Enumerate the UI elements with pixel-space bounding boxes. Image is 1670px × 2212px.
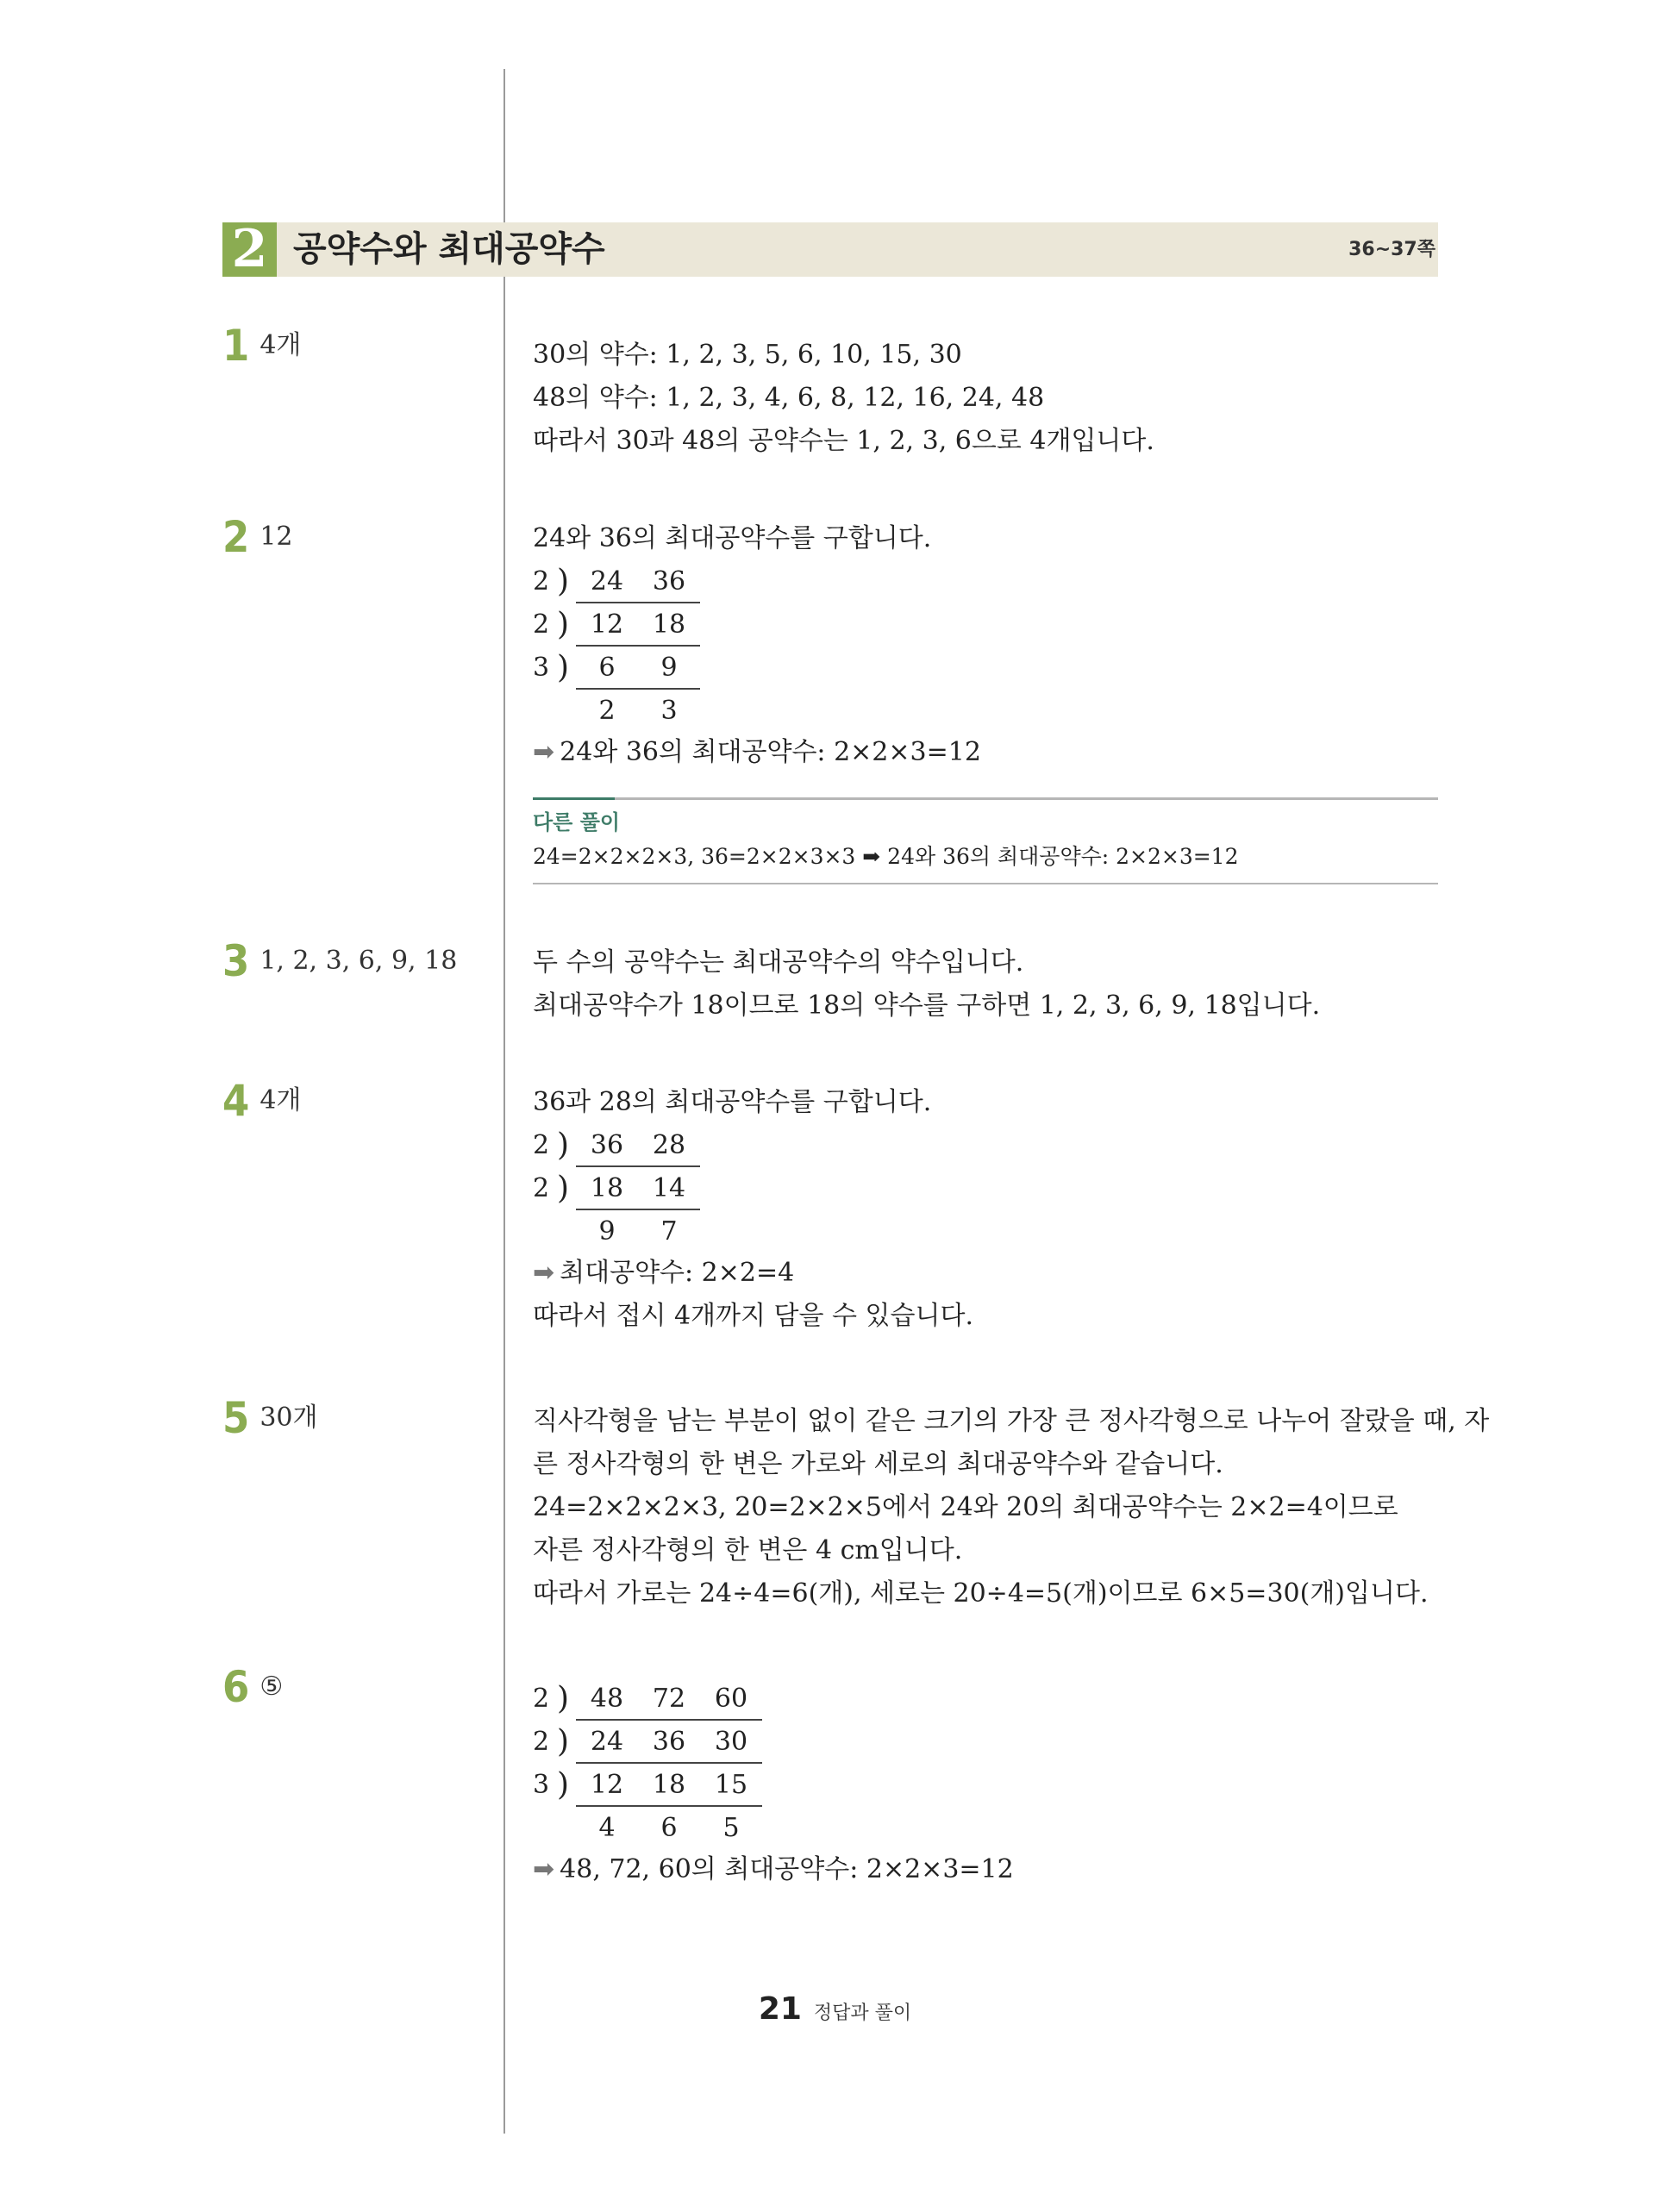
quotient-cell: 48 bbox=[576, 1678, 638, 1720]
quotient-cell: 6 bbox=[576, 646, 638, 689]
problem-number: 2 bbox=[222, 512, 250, 562]
problem-number: 1 bbox=[222, 321, 250, 371]
bracket: ) bbox=[557, 1681, 570, 1716]
divisor: 3 bbox=[533, 1769, 550, 1800]
bracket: ) bbox=[557, 564, 570, 599]
problem-4-solution bbox=[533, 1081, 973, 1338]
quotient-cell: 6 bbox=[660, 1812, 678, 1843]
section-title: 공약수와 최대공약수 bbox=[293, 229, 605, 269]
quotient-cell: 72 bbox=[638, 1678, 700, 1720]
solution-line: 자른 정사각형의 한 변은 4 cm입니다. bbox=[533, 1535, 963, 1565]
problem-5-answer bbox=[222, 1393, 318, 1443]
solution-line: 직사각형을 남는 부분이 없이 같은 크기의 가장 큰 정사각형으로 나누어 잘랐을 때, 자 bbox=[533, 1406, 1490, 1436]
quotient-cell: 36 bbox=[638, 1720, 700, 1763]
quotient-cell: 36 bbox=[638, 560, 700, 603]
quotient-cell: 2 bbox=[598, 695, 616, 726]
solution-line: 두 수의 공약수는 최대공약수의 약수입니다. bbox=[533, 947, 1024, 978]
problem-6-solution bbox=[533, 1678, 1014, 1891]
solution-line: 따라서 접시 4개까지 담을 수 있습니다. bbox=[533, 1301, 974, 1331]
divisor: 3 bbox=[533, 652, 550, 683]
problem-5-solution bbox=[533, 1400, 1489, 1615]
footer-label: 정답과 풀이 bbox=[813, 2003, 912, 2024]
problem-3-answer bbox=[222, 936, 458, 986]
solution-line: 따라서 가로는 24÷4=6(개), 세로는 20÷4=5(개)이므로 6×5=30(개)입니다. bbox=[533, 1578, 1429, 1609]
alternative-solution-box bbox=[533, 797, 1438, 884]
quotient-cell: 18 bbox=[576, 1166, 638, 1209]
divisor: 2 bbox=[533, 1726, 550, 1757]
arrow-right-icon: ➡ bbox=[533, 737, 555, 767]
divisor: 2 bbox=[533, 566, 550, 597]
result-text: 최대공약수: 2×2=4 bbox=[560, 1258, 795, 1288]
problem-number: 5 bbox=[222, 1393, 250, 1443]
quotient-cell: 14 bbox=[638, 1166, 700, 1209]
solution-line: 24=2×2×2×3, 20=2×2×5에서 24와 20의 최대공약수는 2×2=4이므로 bbox=[533, 1492, 1398, 1522]
result-text: 48, 72, 60의 최대공약수: 2×2×3=12 bbox=[560, 1854, 1014, 1884]
quotient-cell: 28 bbox=[638, 1124, 700, 1166]
quotient-cell: 3 bbox=[660, 695, 678, 726]
bracket: ) bbox=[557, 1128, 570, 1163]
divisor: 2 bbox=[533, 1130, 550, 1160]
problem-answer: 12 bbox=[260, 522, 293, 552]
problem-1-solution bbox=[533, 334, 1154, 463]
bracket: ) bbox=[557, 1170, 570, 1206]
column-divider bbox=[504, 69, 505, 2134]
problem-number: 4 bbox=[222, 1076, 250, 1126]
page-number: 21 bbox=[758, 1991, 802, 2027]
bracket: ) bbox=[557, 649, 570, 685]
arrow-right-icon: ➡ bbox=[533, 1258, 555, 1288]
bracket: ) bbox=[557, 1723, 570, 1759]
section-number: 2 bbox=[222, 222, 277, 277]
arrow-right-icon: ➡ bbox=[533, 1854, 555, 1884]
quotient-cell: 30 bbox=[700, 1720, 762, 1763]
solution-result bbox=[533, 1252, 973, 1295]
problem-2-answer bbox=[222, 512, 293, 562]
solution-intro: 24와 36의 최대공약수를 구합니다. bbox=[533, 523, 932, 553]
problem-2-solution bbox=[533, 517, 981, 774]
problem-4-answer bbox=[222, 1076, 302, 1126]
alt-solution-label: 다른 풀이 bbox=[533, 810, 621, 834]
divisor: 2 bbox=[533, 609, 550, 640]
division-table bbox=[533, 560, 700, 731]
quotient-cell: 9 bbox=[638, 646, 700, 689]
quotient-cell: 9 bbox=[598, 1215, 616, 1247]
problem-answer: ⑤ bbox=[260, 1671, 284, 1702]
quotient-cell: 60 bbox=[700, 1678, 762, 1720]
alt-solution-text: 24=2×2×2×3, 36=2×2×3×3 ➡ 24와 36의 최대공약수: 2×2×3=12 bbox=[533, 844, 1239, 869]
problem-answer: 4개 bbox=[260, 330, 302, 360]
quotient-cell: 12 bbox=[576, 603, 638, 646]
quotient-cell: 15 bbox=[700, 1763, 762, 1806]
divisor: 2 bbox=[533, 1172, 550, 1203]
bracket: ) bbox=[557, 606, 570, 642]
quotient-cell: 18 bbox=[638, 1763, 700, 1806]
section-page-range: 36~37쪽 bbox=[1348, 239, 1435, 260]
divisor: 2 bbox=[533, 1684, 550, 1714]
solution-line: 최대공약수가 18이므로 18의 약수를 구하면 1, 2, 3, 6, 9, 18입니다. bbox=[533, 990, 1321, 1021]
quotient-cell: 18 bbox=[638, 603, 700, 646]
solution-result bbox=[533, 1848, 1014, 1891]
problem-6-answer bbox=[222, 1662, 284, 1712]
solution-line: 른 정사각형의 한 변은 가로와 세로의 최대공약수와 같습니다. bbox=[533, 1449, 1223, 1479]
solution-line: 따라서 30과 48의 공약수는 1, 2, 3, 6으로 4개입니다. bbox=[533, 426, 1154, 456]
problem-answer: 4개 bbox=[260, 1085, 302, 1115]
problem-number: 3 bbox=[222, 936, 250, 986]
solution-result bbox=[533, 731, 981, 774]
page-footer bbox=[0, 1991, 1670, 2027]
bracket: ) bbox=[557, 1766, 570, 1803]
solution-intro: 36과 28의 최대공약수를 구합니다. bbox=[533, 1087, 932, 1117]
quotient-cell: 36 bbox=[576, 1124, 638, 1166]
quotient-cell: 5 bbox=[722, 1812, 740, 1843]
solution-line: 48의 약수: 1, 2, 3, 4, 6, 8, 12, 16, 24, 48 bbox=[533, 383, 1045, 413]
problem-answer: 1, 2, 3, 6, 9, 18 bbox=[260, 946, 458, 976]
quotient-cell: 12 bbox=[576, 1763, 638, 1806]
problem-number: 6 bbox=[222, 1662, 250, 1712]
division-table bbox=[533, 1124, 700, 1252]
problem-answer: 30개 bbox=[260, 1403, 318, 1433]
problem-1-answer bbox=[222, 321, 302, 371]
alt-tab-accent bbox=[533, 797, 615, 800]
result-text: 24와 36의 최대공약수: 2×2×3=12 bbox=[560, 737, 981, 767]
division-table bbox=[533, 1678, 762, 1848]
solution-line: 30의 약수: 1, 2, 3, 5, 6, 10, 15, 30 bbox=[533, 340, 962, 370]
quotient-cell: 4 bbox=[598, 1812, 616, 1843]
quotient-cell: 24 bbox=[576, 560, 638, 603]
quotient-cell: 7 bbox=[660, 1215, 678, 1247]
quotient-cell: 24 bbox=[576, 1720, 638, 1763]
problem-3-solution bbox=[533, 941, 1320, 1028]
